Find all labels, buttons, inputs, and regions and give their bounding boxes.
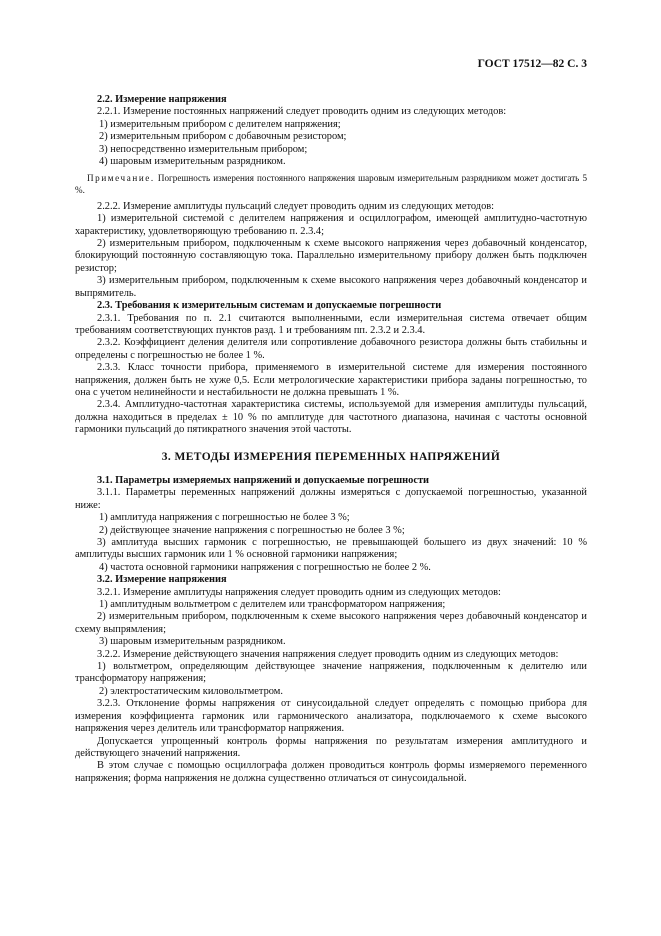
paragraph-2-3-1: 2.3.1. Требования по п. 2.1 считаются выполненными, если измерительная система отвечает общим требованиям соответствующих пунктов разд. 1 и требованиям пп. 2.3.2 и 2.3.4.: [75, 312, 587, 336]
paragraph-2-2-1: 2.2.1. Измерение постоянных напряжений следует проводить одним из следующих методов:: [97, 106, 507, 118]
section-2-2-heading: 2.2. Измерение напряжения: [97, 94, 227, 105]
list-item: 4) шаровым измерительным разрядником.: [99, 156, 286, 168]
paragraph-2-3-2: 2.3.2. Коэффициент деления делителя или сопротивление добавочного резистора должны быть стабильны и определены с погрешностью не более 1 %.: [75, 337, 587, 361]
list-item: 3) непосредственно измерительным прибором;: [99, 143, 308, 155]
list-item: 1) амплитуда напряжения с погрешностью не более 3 %;: [99, 512, 350, 524]
list-item: 3) амплитуда высших гармоник с погрешностью, не превышающей большего из двух значений: 10 % амплитуды высших гармоник или 1 % основной гармоники напряжения;: [75, 537, 587, 561]
page-header: ГОСТ 17512—82 С. 3: [477, 58, 587, 70]
section-2-3-heading: 2.3. Требования к измерительным системам и допускаемые погрешности: [97, 300, 442, 312]
list-item: 4) частота основной гармоники напряжения с погрешностью не более 2 %.: [99, 561, 431, 573]
paragraph-2-3-3: 2.3.3. Класс точности прибора, применяемого в измерительной системе для измерения постоянного напряжения, должен быть не хуже 0,5. Если метрологические характеристики прибора заданы погрешностью, то она с учетом нелинейности и нестабильности не должна превышать 1 %.: [75, 362, 587, 398]
section-3-title: 3. МЕТОДЫ ИЗМЕРЕНИЯ ПЕРЕМЕННЫХ НАПРЯЖЕНИЙ: [161, 450, 501, 463]
list-item: 2) электростатическим киловольтметром.: [99, 685, 283, 697]
list-item: 2) измерительным прибором с добавочным резистором;: [99, 131, 347, 143]
note-label: Примечание.: [87, 173, 155, 184]
section-3-1-heading: 3.1. Параметры измеряемых напряжений и допускаемые погрешности: [97, 474, 430, 486]
note: [75, 173, 587, 195]
list-item: 3) шаровым измерительным разрядником.: [99, 636, 286, 648]
list-item: 1) измерительной системой с делителем напряжения и осциллографом, имеющей амплитудно-частотную характеристику, удовлетворяющую требованию п. 2.3.4;: [75, 213, 587, 237]
list-item: 1) вольтметром, определяющим действующее значение напряжения, подключенным к делителю или трансформатору напряжения;: [75, 661, 587, 685]
list-item: 2) измерительным прибором, подключенным к схеме высокого напряжения через добавочный конденсатор и схему выпрямления;: [75, 611, 587, 635]
paragraph-2-2-2: 2.2.2. Измерение амплитуды пульсаций следует проводить одним из следующих методов:: [97, 200, 495, 212]
paragraph-3-2-2: 3.2.2. Измерение действующего значения напряжения следует проводить одним из следующих методов:: [97, 648, 559, 660]
list-item: 1) амплитудным вольтметром с делителем или трансформатором напряжения;: [99, 599, 446, 611]
paragraph-3-1-1: 3.1.1. Параметры переменных напряжений должны измеряться с допускаемой погрешностью, указанной ниже:: [75, 487, 587, 511]
list-item: 3) измерительным прибором, подключенным к схеме высокого напряжения через добавочный конденсатор и выпрямитель.: [75, 275, 587, 299]
page-content: [75, 94, 587, 785]
paragraph: Допускается упрощенный контроль формы напряжения по результатам измерения амплитудного и действующего значений напряжения.: [75, 735, 587, 759]
paragraph-3-2-3: 3.2.3. Отклонение формы напряжения от синусоидальной следует определять с помощью прибора для измерения коэффициента гармоник или гармонического анализатора, подключаемого к схеме высокого напряжения через делитель или трансформатор напряжения.: [75, 698, 587, 735]
paragraph-3-2-1: 3.2.1. Измерение амплитуды напряжения следует проводить одним из следующих методов:: [97, 586, 501, 598]
section-3-2-heading: 3.2. Измерение напряжения: [97, 574, 227, 586]
list-item: 2) действующее значение напряжения с погрешностью не более 3 %;: [99, 524, 405, 536]
paragraph: В этом случае с помощью осциллографа должен проводиться контроль формы измеряемого переменного напряжения; форма напряжения не должна существенно отличаться от синусоидальной.: [75, 760, 587, 784]
note-text: Погрешность измерения постоянного напряжения шаровым измерительным разрядником может достигать 5 %.: [75, 173, 587, 195]
list-item: 2) измерительным прибором, подключенным к схеме высокого напряжения через добавочный конденсатор, блокирующий постоянную составляющую тока. Параллельно измерительному прибору должен быть подключен резистор;: [75, 238, 587, 274]
list-item: 1) измерительным прибором с делителем напряжения;: [99, 118, 341, 130]
paragraph-2-3-4: 2.3.4. Амплитудно-частотная характеристика системы, используемой для измерения амплитуды пульсаций, должна находиться в пределах ± 10 % по амплитуде для частотного диапазона, начиная с частоты основной гармоники пульсаций до пятикратного значения этой частоты.: [75, 399, 587, 436]
